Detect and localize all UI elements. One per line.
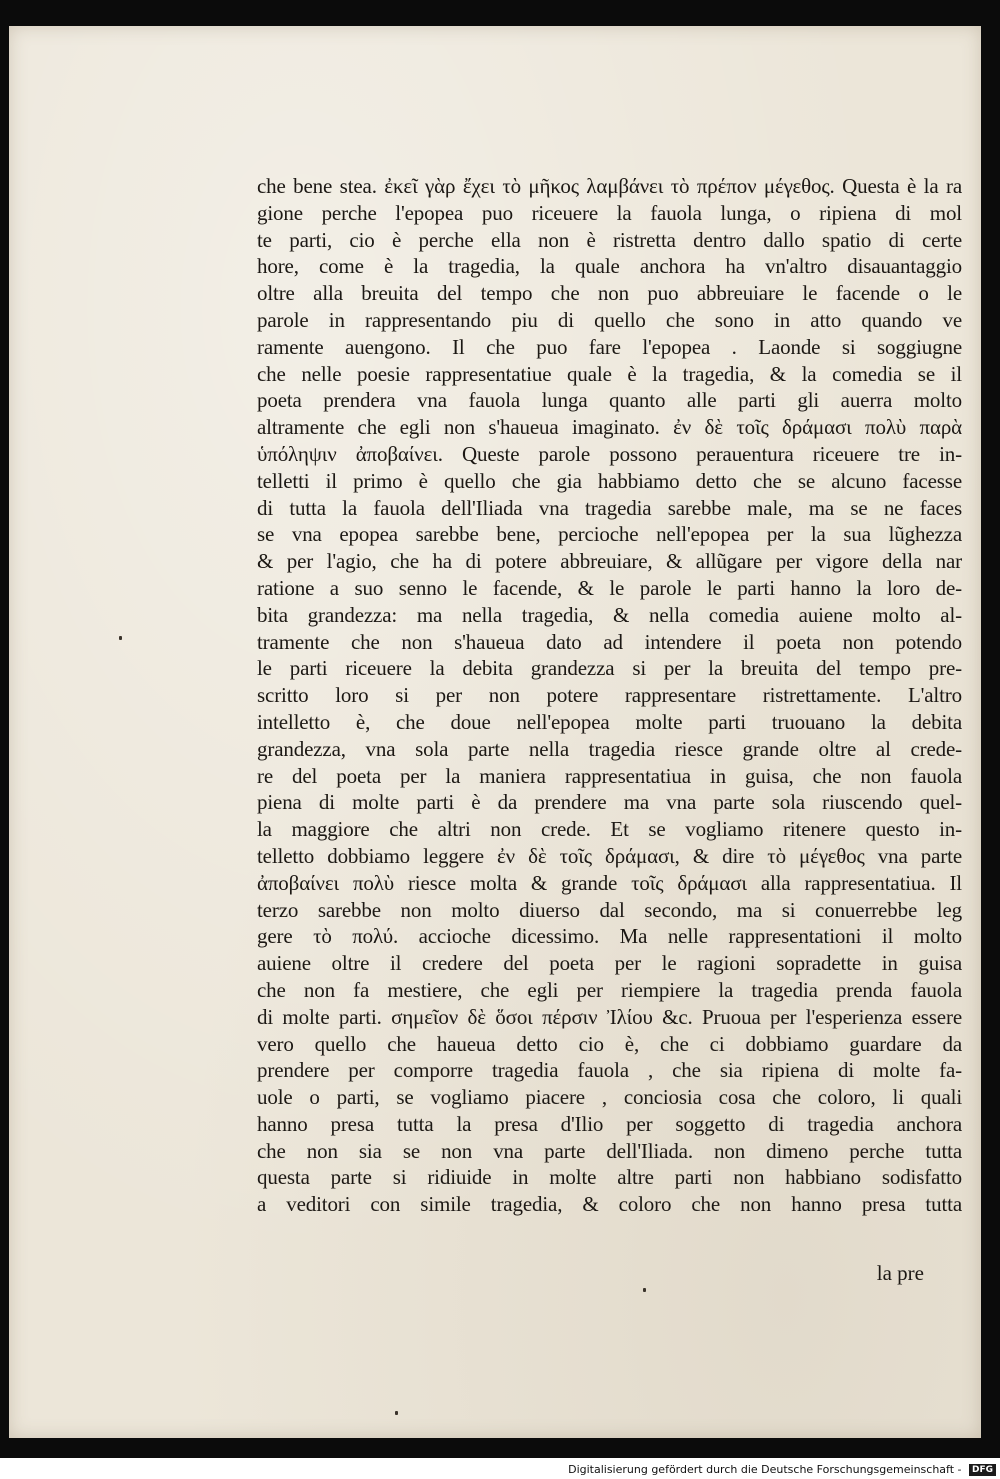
text-line: uole o parti, se vogliamo piacere , conciosia cosa che coloro, li quali (257, 1085, 962, 1110)
text-line: telletto dobbiamo leggere ἐν δὲ τοῖς δράμασι, & dire τὸ μέγεθος vna parte (257, 843, 962, 868)
text-line: ἀποβαίνει πολὺ riesce molta & grande τοῖς δράμασι alla rappresentatiua. Il (257, 870, 962, 895)
text-line: gere τὸ πολύ. accioche dicessimo. Ma nelle rappresentationi il molto (257, 924, 962, 949)
text-body (257, 173, 962, 1218)
book-page (9, 26, 981, 1438)
credit-text: Digitalisierung gefördert durch die Deutsche Forschungsgemeinschaft - (568, 1463, 962, 1476)
text-line: se vna epopea sarebbe bene, percioche nell'epopea per la sua lũghezza (257, 522, 962, 547)
text-line: auiene oltre il credere del poeta per le ragioni sopradette in guisa (257, 951, 962, 976)
text-line: di tutta la fauola dell'Iliada vna tragedia sarebbe male, ma se ne faces (257, 495, 962, 520)
text-line: poeta prendera vna fauola lunga quanto alle parti gli auerra molto (257, 388, 962, 413)
digitization-credit (568, 1463, 996, 1476)
text-line: intelletto è, che doue nell'epopea molte parti truouano la debita (257, 709, 962, 734)
catchword: la pre (876, 1261, 924, 1285)
text-line: gione perche l'epopea puo riceuere la fauola lunga, o ripiena di mol (257, 200, 962, 225)
page-mark (643, 1288, 646, 1292)
text-line: prendere per comporre tragedia fauola , che sia ripiena di molte fa- (257, 1058, 962, 1083)
text-line: vero quello che haueua detto cio è, che ci dobbiamo guardare da (257, 1031, 962, 1056)
text-line: re del poeta per la maniera rappresentatiua in guisa, che non fauola (257, 763, 962, 788)
page-speck (395, 1411, 398, 1415)
text-line: piena di molte parti è da prendere ma vna parte sola riuscendo quel- (257, 790, 962, 815)
text-line: te parti, cio è perche ella non è ristretta dentro dallo spatio di certe (257, 227, 962, 252)
text-line: di molte parti. σημεῖον δὲ ὅσοι πέρσιν Ἰλίου &c. Pruoua per l'esperienza essere (257, 1004, 962, 1029)
text-line: & per l'agio, che ha di potere abbreuiare, & allũgare per vigore della nar (257, 549, 962, 574)
text-line: hanno presa tutta la presa d'Ilio per soggetto di tragedia anchora (257, 1111, 962, 1136)
text-line: ramente auengono. Il che puo fare l'epopea . Laonde si soggiugne (257, 334, 962, 359)
text-line: che nelle poesie rappresentatiue quale è la tragedia, & la comedia se il (257, 361, 962, 386)
text-line: hore, come è la tragedia, la quale anchora ha vn'altro disauantaggio (257, 254, 962, 279)
text-line: che bene stea. ἐκεῖ γὰρ ἔχει τὸ μῆκος λαμβάνει τὸ πρέπον μέγεθος. Questa è la ra (257, 174, 962, 198)
text-line: tramente che non s'haueua dato ad intendere il poeta non potendo (257, 629, 962, 654)
text-line: che non sia se non vna parte dell'Iliada. non dimeno perche tutta (257, 1138, 962, 1163)
text-line: la maggiore che altri non crede. Et se vogliamo ritenere questo in- (257, 817, 962, 842)
text-line: telletti il primo è quello che gia habbiamo detto che se alcuno facesse (257, 468, 962, 493)
text-line: a veditori con simile tragedia, & coloro che non hanno presa tutta (257, 1192, 962, 1217)
text-line: questa parte si ridiuide in molte altre parti non habbiano sodisfatto (257, 1165, 962, 1190)
text-line: che non fa mestiere, che egli per riempiere la tragedia prenda fauola (257, 977, 962, 1002)
text-line: parole in rappresentando piu di quello che sono in atto quando ve (257, 307, 962, 332)
page-speck (119, 636, 122, 640)
text-line: le parti riceuere la debita grandezza si per la breuita del tempo pre- (257, 656, 962, 681)
dfg-logo: DFG (969, 1464, 996, 1476)
text-line: ὑπόληψιν ἀποβαίνει. Queste parole possono perauentura riceuere tre in- (257, 441, 962, 466)
text-line: bita grandezza: ma nella tragedia, & nella comedia auiene molto al- (257, 602, 962, 627)
text-line: ratione a suo senno le facende, & le parole le parti hanno la loro de- (257, 575, 962, 600)
text-line: grandezza, vna sola parte nella tragedia riesce grande oltre al crede- (257, 736, 962, 761)
text-line: oltre alla breuita del tempo che non puo abbreuiare le facende o le (257, 281, 962, 306)
text-line: terzo sarebbe non molto diuerso dal secondo, ma si conuerrebbe leg (257, 897, 962, 922)
text-line: scritto loro si per non potere rappresentare ristrettamente. L'altro (257, 683, 962, 708)
text-line: altramente che egli non s'haueua imaginato. ἐν δὲ τοῖς δράμασι πολὺ παρὰ (257, 415, 962, 440)
